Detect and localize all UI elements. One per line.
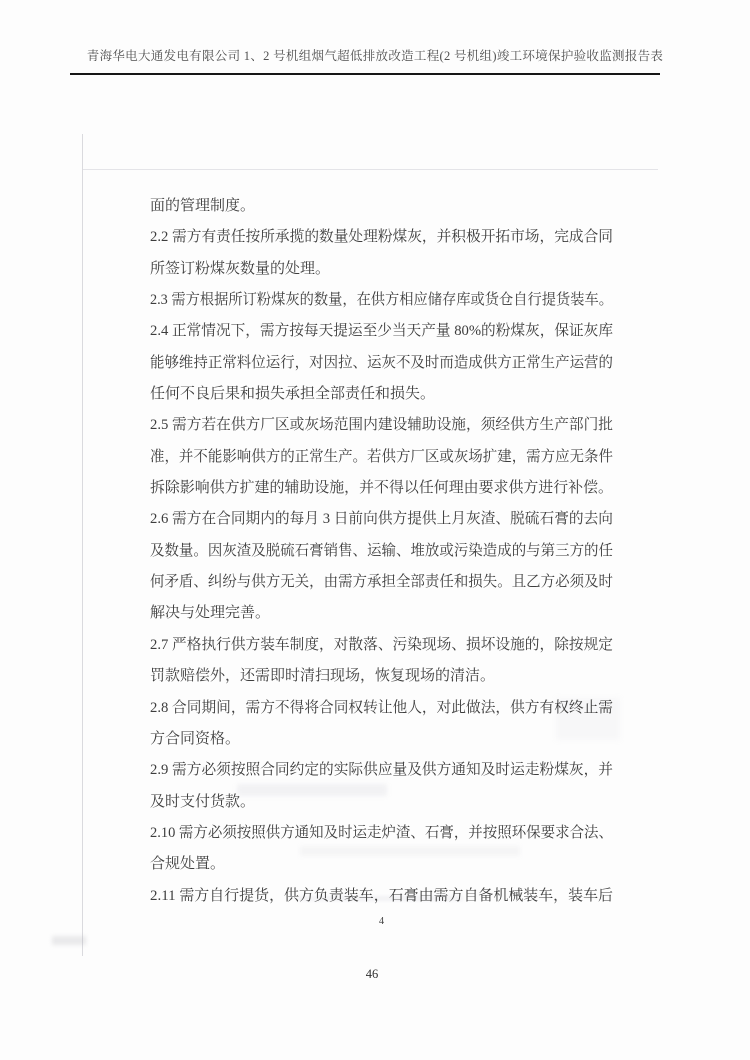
- text-line: 何矛盾、纠纷与供方无关，由需方承担全部责任和损失。且乙方必须及时: [150, 574, 613, 591]
- body-lines: [150, 191, 613, 912]
- inner-page-number: 4: [378, 915, 385, 927]
- text-line: 任何不良后果和损失承担全部责任和损失。: [150, 386, 436, 403]
- header-divider-rule: [70, 73, 660, 75]
- text-line: 2.6 需方在合同期内的每月 3 日前向供方提供上月灰渣、脱硫石膏的去向: [150, 511, 613, 528]
- text-line: 2.3 需方根据所订粉煤灰的数量，在供方相应储存库或货仓自行提货装车。: [150, 292, 613, 309]
- scan-page-left-edge: [82, 134, 83, 956]
- running-header-title: 青海华电大通发电有限公司 1、2 号机组烟气超低排放改造工程(2 号机组)竣工环境保护验收监测报告表: [86, 49, 664, 63]
- text-line: 2.7 严格执行供方装车制度，对散落、污染现场、损坏设施的，除按规定: [150, 636, 613, 653]
- text-line: 及时支付货款。: [150, 793, 256, 810]
- text-line: 2.11 需方自行提货，供方负责装车，石膏由需方自备机械装车，装车后: [150, 887, 613, 904]
- contract-text-body: [150, 191, 613, 927]
- text-line: 能够维持正常料位运行，对因拉、运灰不及时而造成供方正常生产运营的: [150, 354, 613, 371]
- text-line: 合规处置。: [150, 856, 226, 873]
- text-line: 及数量。因灰渣及脱硫石膏销售、运输、堆放或污染造成的与第三方的任: [150, 542, 613, 559]
- text-line: 所签订粉煤灰数量的处理。: [150, 260, 331, 277]
- text-line: 2.5 需方若在供方厂区或灰场范围内建设辅助设施，须经供方生产部门批: [150, 417, 613, 434]
- scan-corner-smudge: [52, 936, 86, 945]
- text-line: 罚款赔偿外，还需即时清扫现场，恢复现场的清洁。: [150, 668, 496, 685]
- text-line: 2.8 合同期间，需方不得将合同权转让他人，对此做法，供方有权终止需: [150, 699, 613, 716]
- text-line: 准，并不能影响供方的正常生产。若供方厂区或灰场扩建，需方应无条件: [150, 448, 613, 465]
- scan-page-top-edge: [83, 169, 658, 170]
- text-line: 2.9 需方必须按照合同约定的实际供应量及供方通知及时运走粉煤灰，并: [150, 762, 613, 779]
- text-line: 拆除影响供方扩建的辅助设施，并不得以任何理由要求供方进行补偿。: [150, 480, 613, 497]
- text-line: 解决与处理完善。: [150, 605, 271, 622]
- text-line: 2.2 需方有责任按所承揽的数量处理粉煤灰，并积极开拓市场，完成合同: [150, 229, 613, 246]
- text-line: 2.4 正常情况下，需方按每天提运至少当天产量 80%的粉煤灰，保证灰库: [150, 323, 613, 340]
- text-line: 2.10 需方必须按照供方通知及时运走炉渣、石膏，并按照环保要求合法、: [150, 824, 613, 841]
- page-number: 46: [365, 967, 379, 981]
- text-line: 方合同资格。: [150, 730, 241, 747]
- text-line: 面的管理制度。: [150, 198, 256, 214]
